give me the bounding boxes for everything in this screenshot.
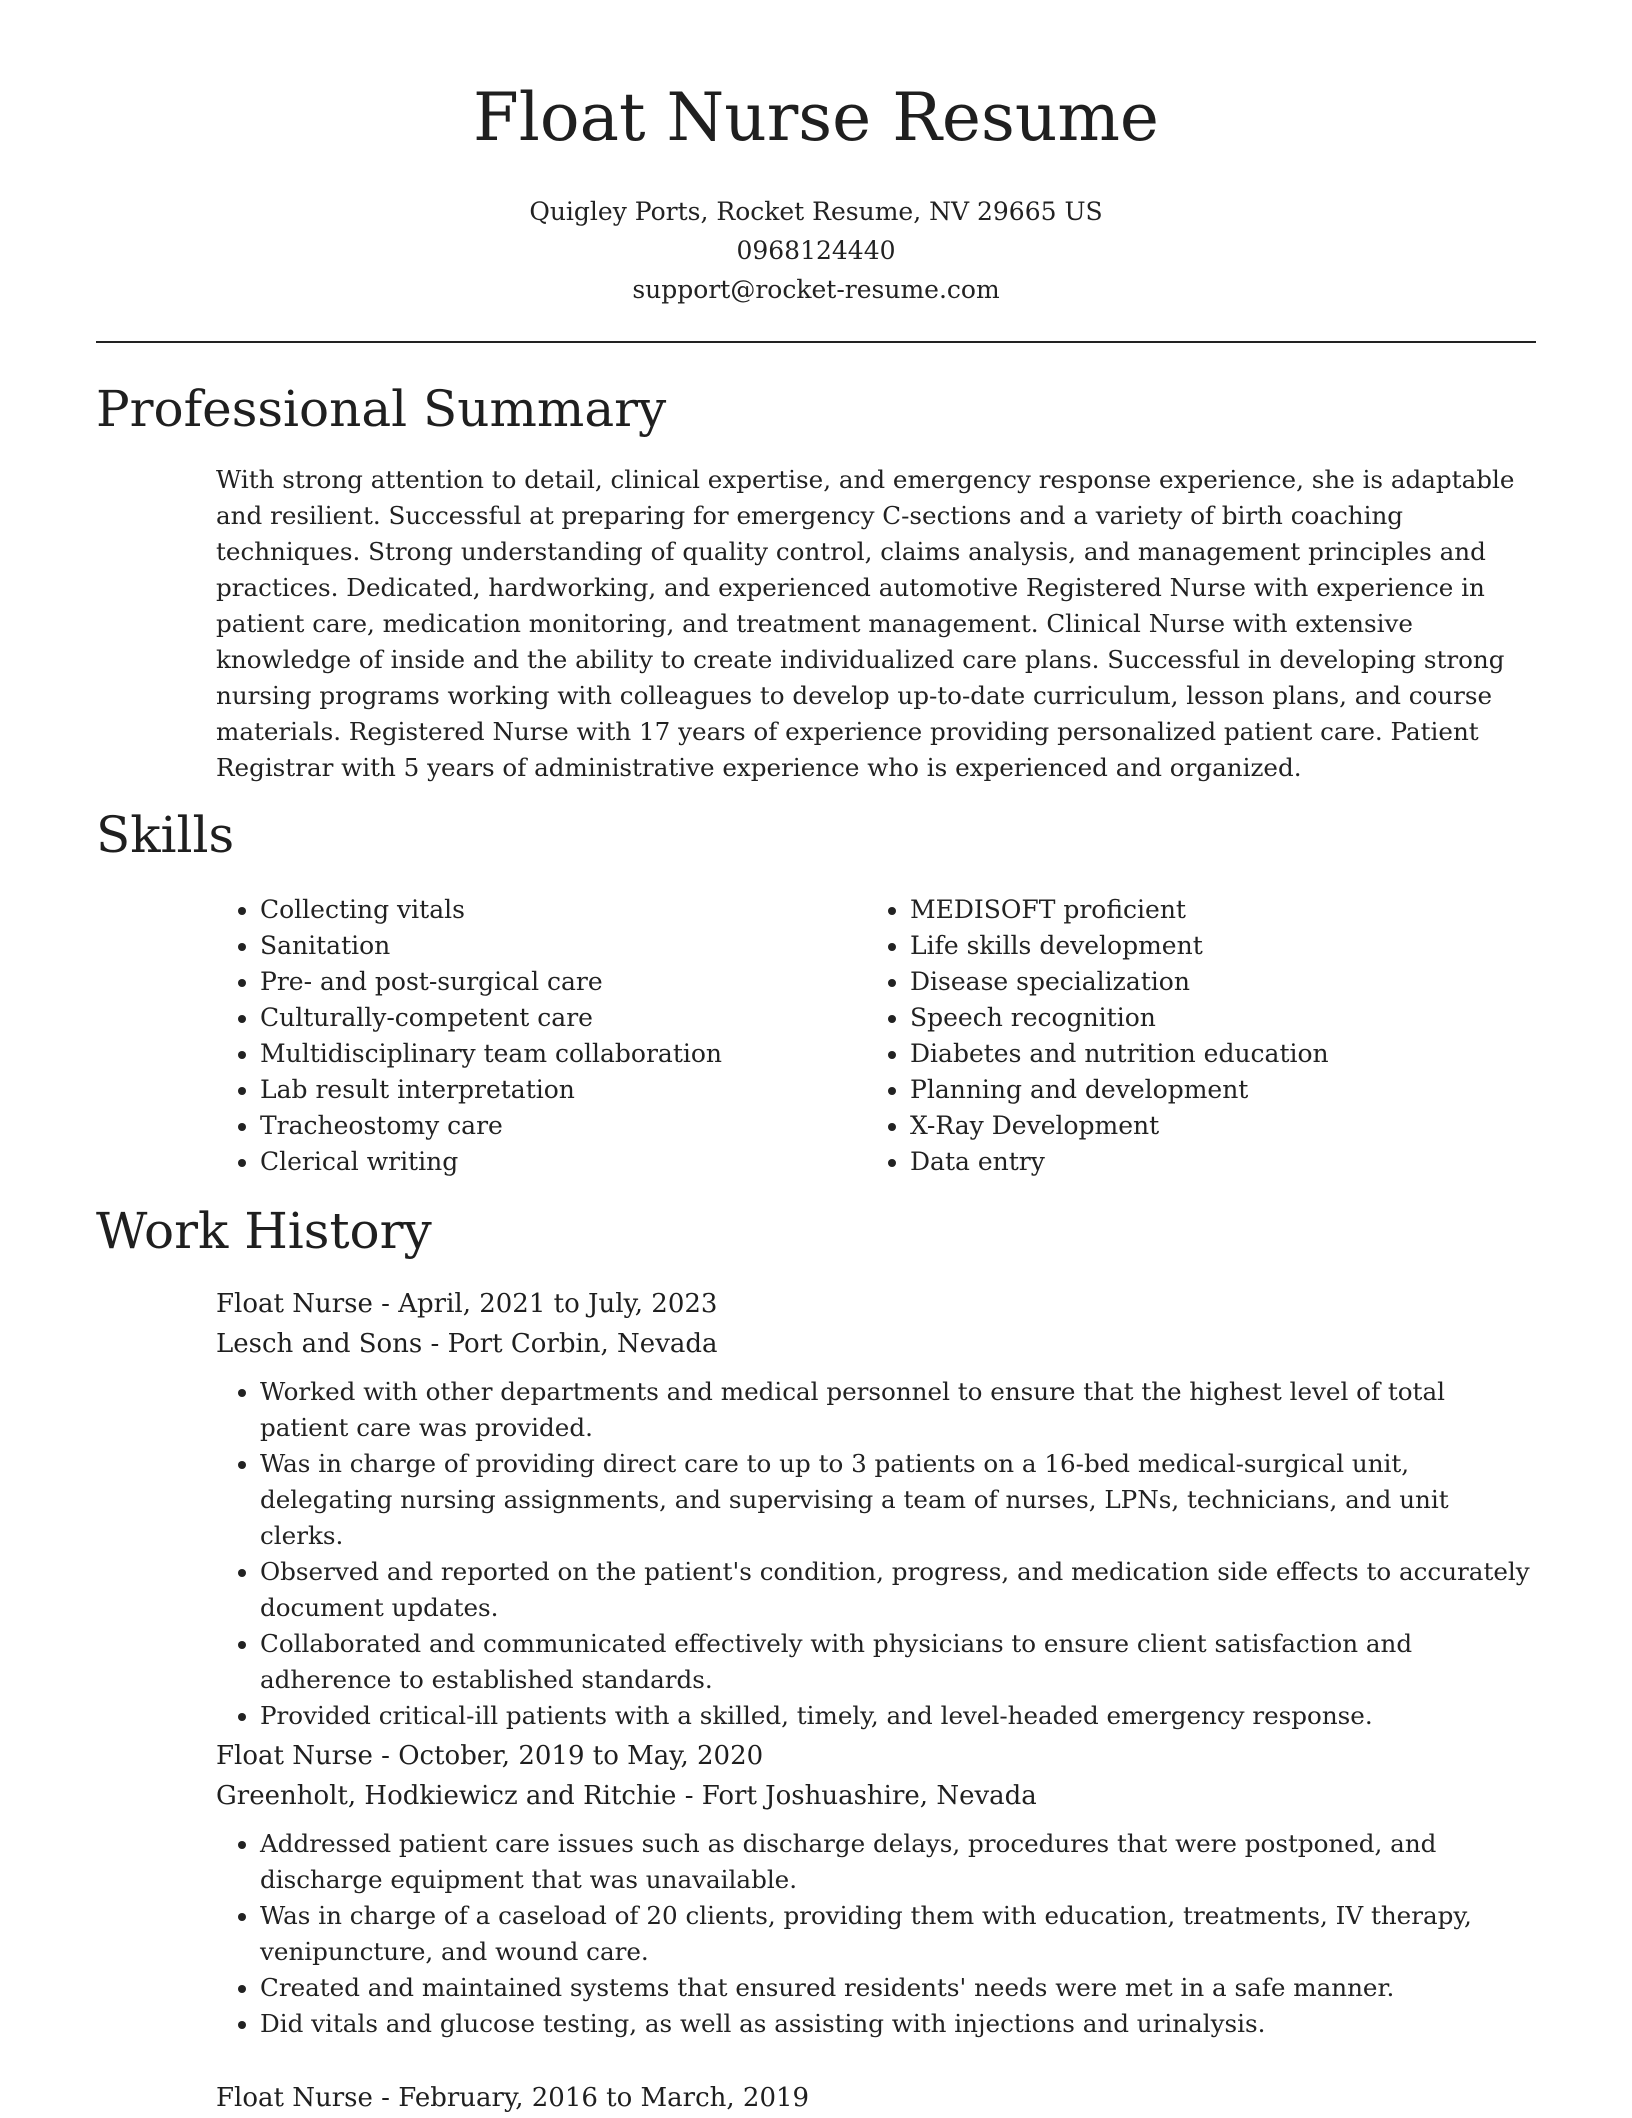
skill-item: • Pre- and post-surgical care xyxy=(260,964,816,1000)
skill-item: • Disease specialization xyxy=(910,964,1466,1000)
job-entry xyxy=(216,1736,1536,2042)
skill-item: • Clerical writing xyxy=(260,1144,816,1180)
skill-item: • MEDISOFT proficient xyxy=(910,892,1466,928)
skills-column-right xyxy=(866,892,1466,1180)
job-dates: October, 2019 to May, 2020 xyxy=(398,1741,764,1771)
contact-address: Quigley Ports, Rocket Resume, NV 29665 US xyxy=(529,197,1103,226)
job-location: Port Corbin, Nevada xyxy=(447,1329,718,1359)
skill-item: • Speech recognition xyxy=(910,1000,1466,1036)
skill-item: • Sanitation xyxy=(260,928,816,964)
skill-item: • X-Ray Development xyxy=(910,1108,1466,1144)
contact-phone: 0968124440 xyxy=(736,236,896,265)
job-dates: February, 2016 to March, 2019 xyxy=(398,2083,810,2113)
job-title-line: Float Nurse - October, 2019 to May, 2020 xyxy=(216,1741,764,1771)
job-bullet: • Was in charge of a caseload of 20 clients, providing them with education, treatments, IV therapy, venipuncture, and wound care. xyxy=(260,1898,1536,1970)
job-bullet: • Worked with other departments and medical personnel to ensure that the highest level of total patient care was provided. xyxy=(260,1374,1536,1446)
skills-heading: Skills xyxy=(96,806,235,864)
job-bullet: • Observed and reported on the patient's condition, progress, and medication side effects to accurately document updates. xyxy=(260,1554,1536,1626)
job-bullet: • Was in charge of providing direct care to up to 3 patients on a 16-bed medical-surgical unit, delegating nursing assignments, and supervising a team of nurses, LPNs, technicians, and unit clerks. xyxy=(260,1446,1536,1554)
contact-block xyxy=(0,192,1632,309)
contact-email: support@rocket-resume.com xyxy=(632,275,1000,304)
job-title: Float Nurse xyxy=(216,1741,373,1771)
job-title-line: Float Nurse - February, 2016 to March, 2019 xyxy=(216,2083,810,2113)
skill-item: • Planning and development xyxy=(910,1072,1466,1108)
job-title: Float Nurse xyxy=(216,2083,373,2113)
job-dates: April, 2021 to July, 2023 xyxy=(398,1289,718,1319)
job-bullet: • Did vitals and glucose testing, as well as assisting with injections and urinalysis. xyxy=(260,2006,1536,2042)
skill-item: • Diabetes and nutrition education xyxy=(910,1036,1466,1072)
job-entry xyxy=(216,2078,1536,2118)
skill-item: • Tracheostomy care xyxy=(260,1108,816,1144)
skills-column-left xyxy=(216,892,816,1180)
job-title: Float Nurse xyxy=(216,1289,373,1319)
skill-item: • Culturally-competent care xyxy=(260,1000,816,1036)
skill-item: • Life skills development xyxy=(910,928,1466,964)
job-company-line: Lesch and Sons - Port Corbin, Nevada xyxy=(216,1329,718,1359)
job-bullet: • Collaborated and communicated effectively with physicians to ensure client satisfaction and adherence to established standards. xyxy=(260,1626,1536,1698)
resume-title: Float Nurse Resume xyxy=(473,79,1159,156)
skill-item: • Multidisciplinary team collaboration xyxy=(260,1036,816,1072)
job-bullet: • Addressed patient care issues such as discharge delays, procedures that were postponed, and discharge equipment that was unavailable. xyxy=(260,1826,1536,1898)
job-company-line: Greenholt, Hodkiewicz and Ritchie - Fort Joshuashire, Nevada xyxy=(216,1781,1037,1811)
skill-item: • Collecting vitals xyxy=(260,892,816,928)
job-bullet: • Created and maintained systems that ensured residents' needs were met in a safe manner. xyxy=(260,1970,1536,2006)
job-company: Lesch and Sons xyxy=(216,1329,423,1359)
job-bullet: • Provided critical-ill patients with a skilled, timely, and level-headed emergency response. xyxy=(260,1698,1536,1734)
skill-item: • Data entry xyxy=(910,1144,1466,1180)
header-divider xyxy=(96,341,1536,343)
summary-heading: Professional Summary xyxy=(96,380,667,438)
job-title-line: Float Nurse - April, 2021 to July, 2023 xyxy=(216,1289,718,1319)
job-location: Fort Joshuashire, Nevada xyxy=(701,1781,1037,1811)
skill-item: • Lab result interpretation xyxy=(260,1072,816,1108)
work-history-heading: Work History xyxy=(96,1202,432,1260)
job-company: Greenholt, Hodkiewicz and Ritchie xyxy=(216,1781,677,1811)
job-entry xyxy=(216,1284,1536,1734)
summary-text: With strong attention to detail, clinical expertise, and emergency response experience, she is adaptable and resilient. Successful at preparing for emergency C-sections and a variety of birth coaching techniques. Strong understanding of quality control, claims analysis, and management principles and practices. Dedicated, hardworking, and experienced automotive Registered Nurse with experience in patient care, medication monitoring, and treatment management. Clinical Nurse with extensive knowledge of inside and the ability to create individualized care plans. Successful in developing strong nursing programs working with colleagues to develop up-to-date curriculum, lesson plans, and course materials. Registered Nurse with 17 years of experience providing personalized patient care. Patient Registrar with 5 years of administrative experience who is experienced and organized. xyxy=(216,465,1515,782)
